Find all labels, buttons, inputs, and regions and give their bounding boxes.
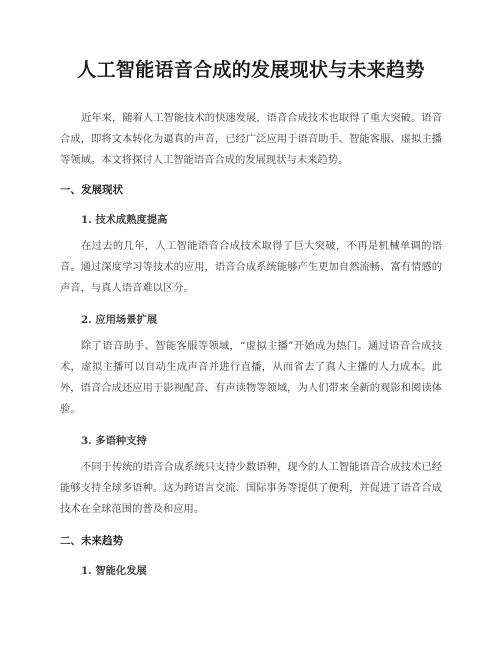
subsection-heading: 1. 智能化发展: [81, 565, 147, 577]
section-development-status: [60, 181, 442, 520]
document-title: 人工智能语音合成的发展现状与未来趋势: [77, 59, 425, 81]
subsection-multilingual-support: [60, 432, 442, 520]
subsection-paragraph: 在过去的几年，人工智能语音合成技术取得了巨大突破，不再是机械单调的语音。通过深度学习等技术的应用，语音合成系统能够产生更加自然流畅、富有情感的声音，与真人语音难以区分。: [60, 240, 442, 294]
section-future-trends: [60, 532, 442, 580]
section-heading: 一、发展现状: [60, 184, 123, 196]
section-heading: 二、未来趋势: [60, 535, 123, 547]
subsection-technology-maturity: [60, 211, 442, 299]
subsection-paragraph: 不同于传统的语音合成系统只支持少数语种，现今的人工智能语音合成技术已经能够支持全球多语种。这为跨语言交流、国际事务等提供了便利，并促进了语音合成技术在全球范围的普及和应用。: [60, 461, 442, 515]
subsection-heading: 1. 技术成熟度提高: [81, 214, 168, 226]
intro-paragraph: 近年来，随着人工智能技术的快速发展，语音合成技术也取得了重大突破。语音合成，即将文本转化为逼真的声音，已经广泛应用于语音助手、智能客服、虚拟主播等领域。本文将探讨人工智能语音合成的发展现状与未来趋势。: [60, 112, 442, 166]
subsection-heading: 2. 应用场景扩展: [81, 314, 158, 326]
subsection-heading: 3. 多语种支持: [81, 435, 147, 447]
subsection-intelligent-development: [60, 562, 442, 580]
subsection-paragraph: 除了语音助手、智能客服等领域，“虚拟主播”开始成为热门。通过语音合成技术，虚拟主播可以自动生成声音并进行直播，从而省去了真人主播的人力成本。此外，语音合成还应用于影视配音、有声读物等领域，为人们带来全新的观影和阅读体验。: [60, 340, 442, 415]
subsection-application-scenarios: [60, 311, 442, 420]
